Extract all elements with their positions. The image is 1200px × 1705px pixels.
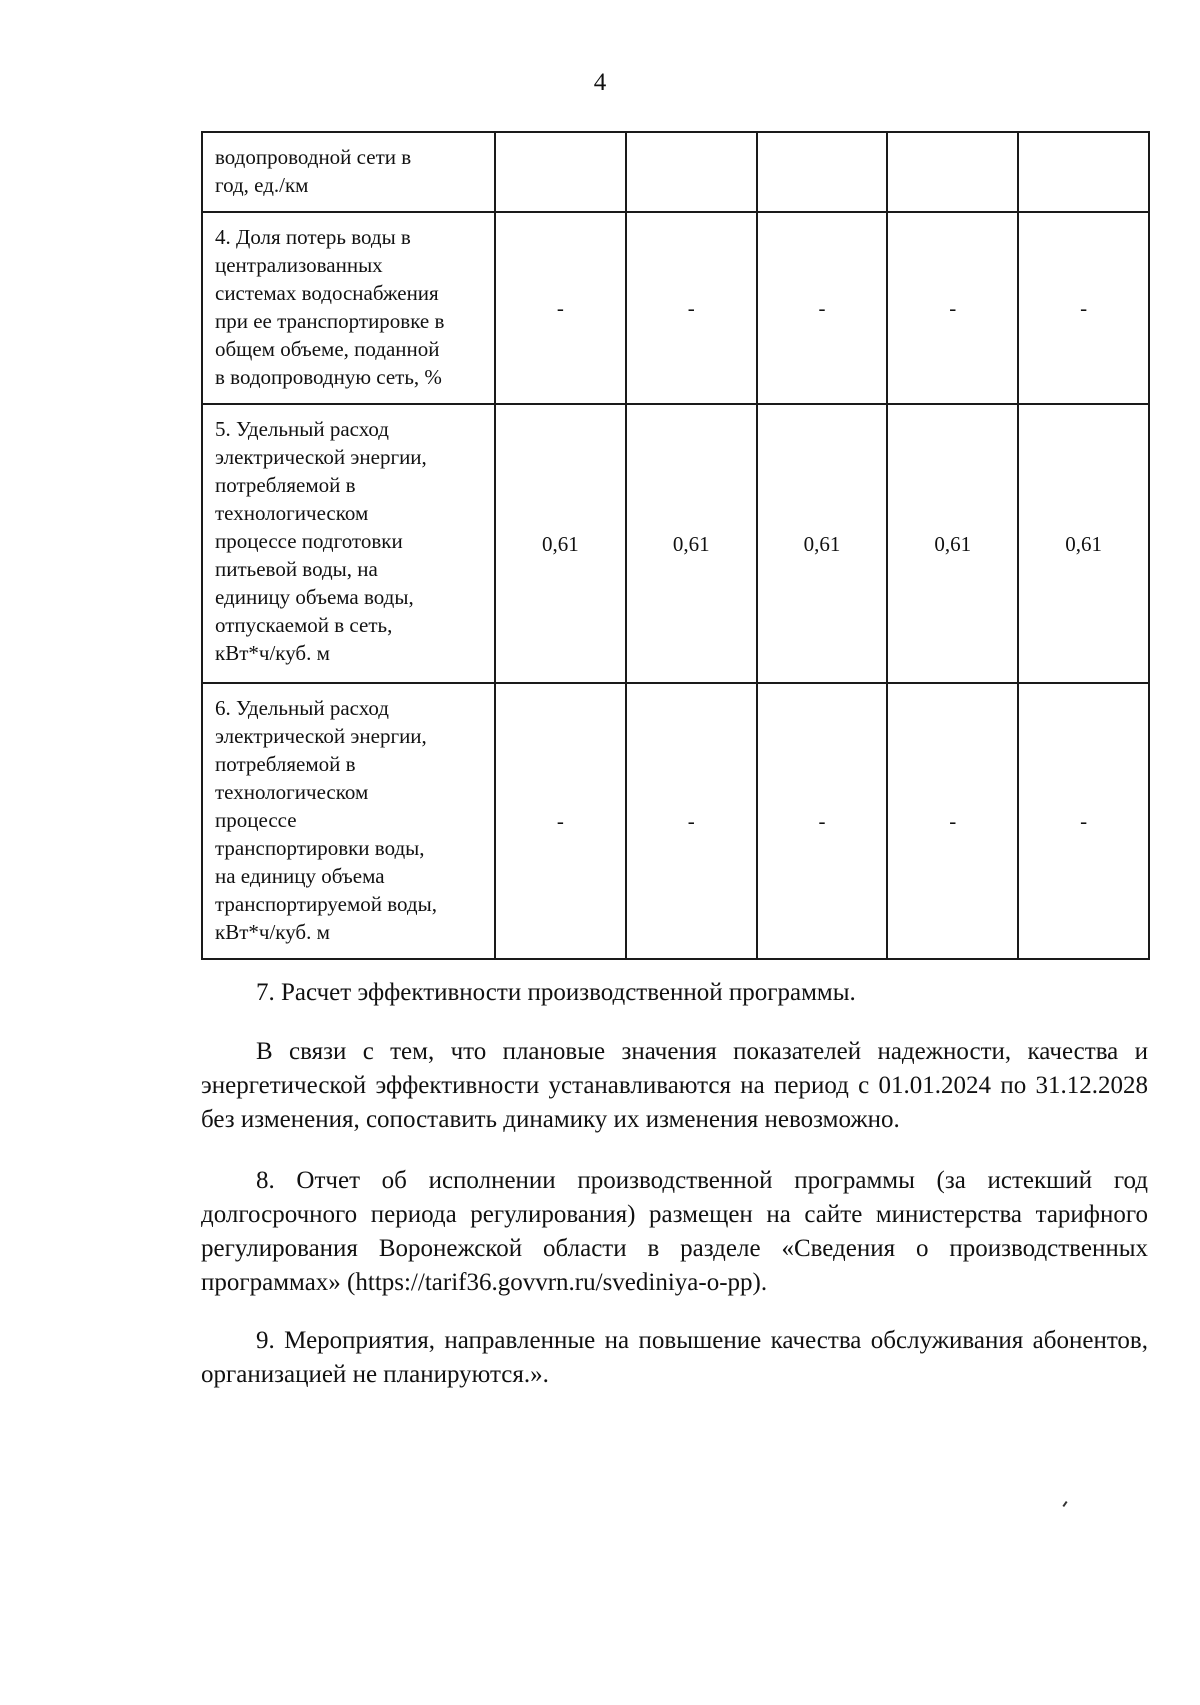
value-cell: 0,61 [626,404,757,683]
value-cell: - [757,683,888,959]
value-cell: 0,61 [1018,404,1149,683]
dynamics-note-block [201,1035,1148,1137]
value-cell: - [757,212,888,404]
indicator-name-line: технологическом [215,780,369,804]
indicators-table [201,131,1150,960]
indicator-name-line: в водопроводную сеть, % [215,365,442,389]
indicator-name-line: системах водоснабжения [215,281,439,305]
section-7-heading: 7. Расчет эффективности производственной программы. [256,979,856,1006]
indicator-name-line: питьевой воды, на [215,557,378,581]
indicator-name-cell [202,404,495,683]
indicator-name-line: единицу объема воды, [215,585,414,609]
indicator-name-line: на единицу объема [215,864,385,888]
indicator-name-line: общем объеме, поданной [215,337,440,361]
value-cell: 0,61 [887,404,1018,683]
indicator-name-cell [202,212,495,404]
indicator-name-line: централизованных [215,253,383,277]
indicator-name-line: год, ед./км [215,173,309,197]
value-cell: - [626,683,757,959]
value-cell: - [495,683,626,959]
value-cell: - [887,683,1018,959]
value-cell [1018,132,1149,212]
value-cell: - [495,212,626,404]
indicator-name-line: транспортируемой воды, [215,892,437,916]
indicator-name-line: электрической энергии, [215,445,427,469]
indicator-name-line: отпускаемой в сеть, [215,613,393,637]
indicator-name-line: потребляемой в [215,473,356,497]
value-cell: 0,61 [495,404,626,683]
indicator-name-line: процессе подготовки [215,529,403,553]
indicator-name-line: потребляемой в [215,752,356,776]
indicator-name-line: электрической энергии, [215,724,427,748]
value-cell [495,132,626,212]
indicator-name-line: процессе [215,808,297,832]
value-cell: - [626,212,757,404]
indicator-name-line: 4. Доля потерь воды в [215,225,411,249]
table-row [202,212,1149,404]
value-cell [887,132,1018,212]
indicator-name-line: транспортировки воды, [215,836,425,860]
section-9-paragraph: 9. Мероприятия, направленные на повышение качества обслуживания абонентов, организацией не планируются.». [201,1327,1148,1388]
section-8-block [201,1164,1148,1300]
indicator-name-line: 5. Удельный расход [215,417,389,441]
section-9-block [201,1324,1148,1392]
table-row [202,404,1149,683]
page-number: 4 [593,69,607,96]
table-row [202,683,1149,959]
indicator-name-line: кВт*ч/куб. м [215,641,330,665]
table-row [202,132,1149,212]
value-cell: - [1018,212,1149,404]
value-cell [757,132,888,212]
value-cell: 0,61 [757,404,888,683]
value-cell [626,132,757,212]
dynamics-note-paragraph: В связи с тем, что плановые значения показателей надежности, качества и энергетической эффективности устанавливаются на период с 01.01.2024 по 31.12.2028 без изменения, сопоставить динамику их изменения невозможно. [201,1038,1148,1133]
indicator-name-line: 6. Удельный расход [215,696,389,720]
scan-artifact-mark [1062,1501,1067,1507]
section-7-block [201,976,1148,1010]
indicator-name-cell [202,683,495,959]
indicator-name-line: при ее транспортировке в [215,309,445,333]
value-cell: - [1018,683,1149,959]
indicator-name-line: кВт*ч/куб. м [215,920,330,944]
indicator-name-cell [202,132,495,212]
section-8-paragraph: 8. Отчет об исполнении производственной программы (за истекший год долгосрочного периода регулирования) размещен на сайте министерства тарифного регулирования Воронежской области в разделе «Сведения о производственных программах» (https://tarif36.govvrn.ru/svediniya-o-pp). [201,1167,1148,1296]
indicator-name-line: водопроводной сети в [215,145,412,169]
value-cell: - [887,212,1018,404]
indicator-name-line: технологическом [215,501,369,525]
